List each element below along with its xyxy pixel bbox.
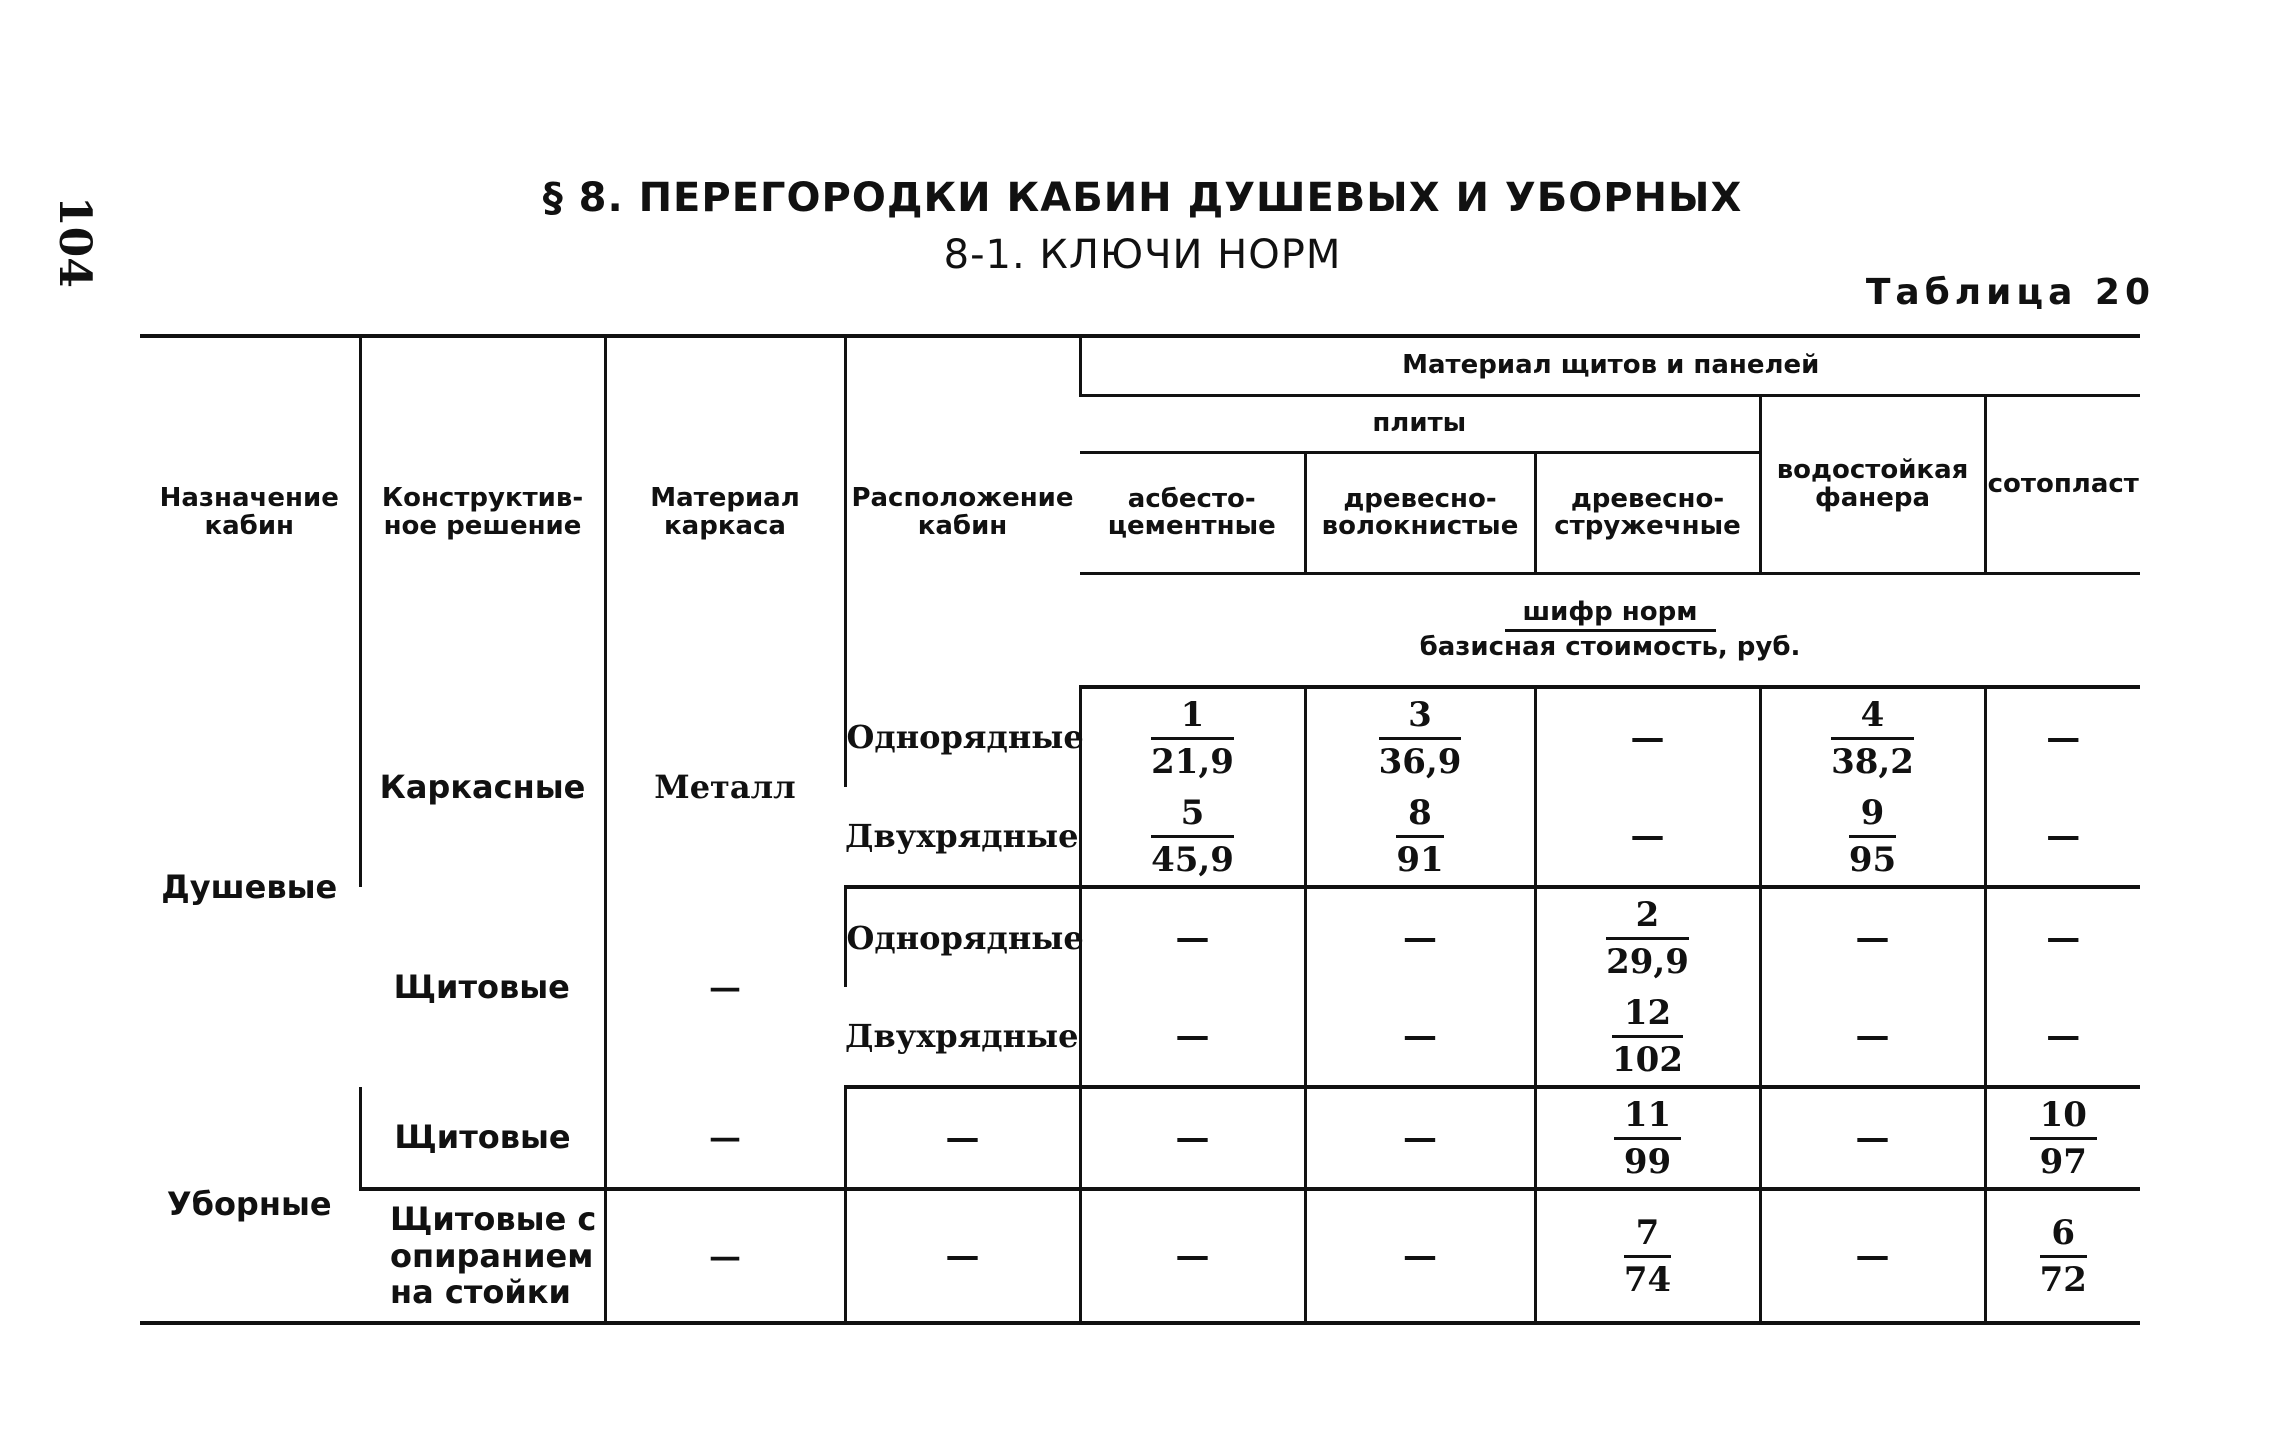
construct-frame: Каркасные — [360, 687, 605, 887]
norm-cell — [1080, 1087, 1305, 1189]
norm-cell — [1535, 987, 1760, 1087]
norm-fraction: $\frac{6}{72}$ — [2039, 1212, 2087, 1300]
dash-mark: — — [2046, 816, 2081, 856]
frame-material: — — [605, 887, 845, 1087]
header-honeycomb: сотопласт — [1985, 396, 2140, 574]
norm-fraction: $\frac{3}{36,9}$ — [1378, 694, 1462, 782]
header-fiberboard: древесно- волокнистые — [1305, 453, 1535, 574]
norm-cell — [1535, 787, 1760, 887]
frame-material: — — [605, 1087, 845, 1189]
header-construct: Конструктив- ное решение — [360, 336, 605, 687]
arrangement-cell: Двухрядные — [845, 987, 1080, 1087]
header-plywood: водостойкая фанера — [1760, 396, 1985, 574]
norm-cell — [1985, 687, 2140, 787]
construct-panel: Щитовые — [360, 1087, 605, 1189]
norm-cell — [1305, 887, 1535, 987]
norm-cell — [1760, 687, 1985, 787]
norm-cell — [1305, 1189, 1535, 1323]
dash-mark: — — [1175, 918, 1210, 958]
norm-cell — [1985, 1087, 2140, 1189]
norm-cell — [1985, 887, 2140, 987]
header-cipher — [1080, 574, 2140, 688]
norm-cell — [1535, 687, 1760, 787]
dash-mark: — — [1855, 1016, 1890, 1056]
dash-mark: — — [1855, 1118, 1890, 1158]
header-arrangement: Расположение кабин — [845, 336, 1080, 687]
norm-cell — [1080, 1189, 1305, 1323]
dash-mark: — — [1403, 918, 1437, 958]
norm-cell — [1760, 887, 1985, 987]
norm-cell — [1535, 1087, 1760, 1189]
norm-fraction: $\frac{9}{95}$ — [1848, 792, 1897, 880]
arrangement-cell: Двухрядные — [845, 787, 1080, 887]
arrangement-cell — [845, 1189, 1080, 1323]
dash-mark: — — [1630, 718, 1665, 758]
norm-fraction: $\frac{10}{97}$ — [2030, 1095, 2097, 1182]
header-purpose: Назначение кабин — [159, 483, 339, 541]
norm-fraction: $\frac{12}{102}$ — [1612, 992, 1683, 1080]
norm-fraction: $\frac{5}{45,9}$ — [1151, 792, 1234, 880]
norm-fraction: $\frac{7}{74}$ — [1623, 1212, 1672, 1300]
dash-mark: — — [1403, 1118, 1437, 1158]
section-subtitle: 8-1. КЛЮЧИ НОРМ — [943, 232, 1342, 278]
norm-cell — [1305, 787, 1535, 887]
dash-mark: — — [945, 1118, 980, 1158]
header-material-group: Материал щитов и панелей — [1080, 336, 2140, 396]
norm-cell — [1305, 687, 1535, 787]
norm-cell — [1760, 987, 1985, 1087]
table-label: Таблица 20 — [1865, 272, 2155, 313]
norm-fraction: $\frac{4}{38,2}$ — [1831, 694, 1914, 782]
dash-mark: — — [2046, 718, 2081, 758]
page-number: 104 — [49, 196, 100, 288]
norms-table — [140, 334, 2140, 1325]
dash-mark: — — [1403, 1016, 1437, 1056]
construct-panel-post: Щитовые с опиранием на стойки — [390, 1199, 597, 1312]
dash-mark: — — [945, 1236, 980, 1276]
norm-cell — [1985, 1189, 2140, 1323]
frame-material: Металл — [605, 687, 845, 887]
dash-mark: — — [2046, 1016, 2081, 1056]
purpose-toilet: Уборные — [140, 1087, 360, 1323]
dash-mark: — — [2046, 918, 2081, 958]
norm-cell — [1080, 987, 1305, 1087]
cipher-top-label: шифр норм — [1505, 599, 1716, 631]
header-asbestos: асбесто- цементные — [1107, 483, 1276, 541]
norm-fraction: $\frac{8}{91}$ — [1396, 792, 1444, 880]
norm-fraction: $\frac{11}{99}$ — [1614, 1095, 1681, 1182]
dash-mark: — — [1403, 1236, 1437, 1276]
header-slabs-group: плиты — [1080, 396, 1760, 453]
frame-material: — — [605, 1189, 845, 1323]
norm-cell — [1080, 687, 1305, 787]
section-title: § 8. ПЕРЕГОРОДКИ КАБИН ДУШЕВЫХ И УБОРНЫХ — [542, 175, 1743, 221]
dash-mark: — — [1175, 1016, 1210, 1056]
norm-fraction: $\frac{2}{29,9}$ — [1606, 894, 1689, 982]
norm-fraction: $\frac{1}{21,9}$ — [1151, 694, 1234, 782]
norm-cell — [1760, 1189, 1985, 1323]
norm-cell — [1760, 1087, 1985, 1189]
header-chipboard: древесно- стружечные — [1535, 453, 1760, 574]
norm-cell — [1080, 887, 1305, 987]
dash-mark: — — [1855, 918, 1890, 958]
cipher-bottom-label: базисная стоимость, руб. — [1419, 631, 1801, 662]
norm-cell — [1080, 787, 1305, 887]
arrangement-cell — [845, 1087, 1080, 1189]
arrangement-cell: Однорядные — [845, 887, 1080, 987]
arrangement-cell: Однорядные — [845, 687, 1080, 787]
norm-cell — [1535, 887, 1760, 987]
dash-mark: — — [1175, 1118, 1210, 1158]
norm-cell — [1985, 987, 2140, 1087]
dash-mark: — — [1630, 816, 1665, 856]
header-frame: Материал каркаса — [605, 336, 845, 687]
norm-cell — [1305, 987, 1535, 1087]
dash-mark: — — [1855, 1236, 1890, 1276]
norm-cell — [1535, 1189, 1760, 1323]
norm-cell — [1985, 787, 2140, 887]
purpose-shower: Душевые — [161, 868, 338, 906]
norm-cell — [1305, 1087, 1535, 1189]
norm-cell — [1760, 787, 1985, 887]
dash-mark: — — [1175, 1236, 1210, 1276]
construct-panel: Щитовые — [393, 968, 570, 1006]
